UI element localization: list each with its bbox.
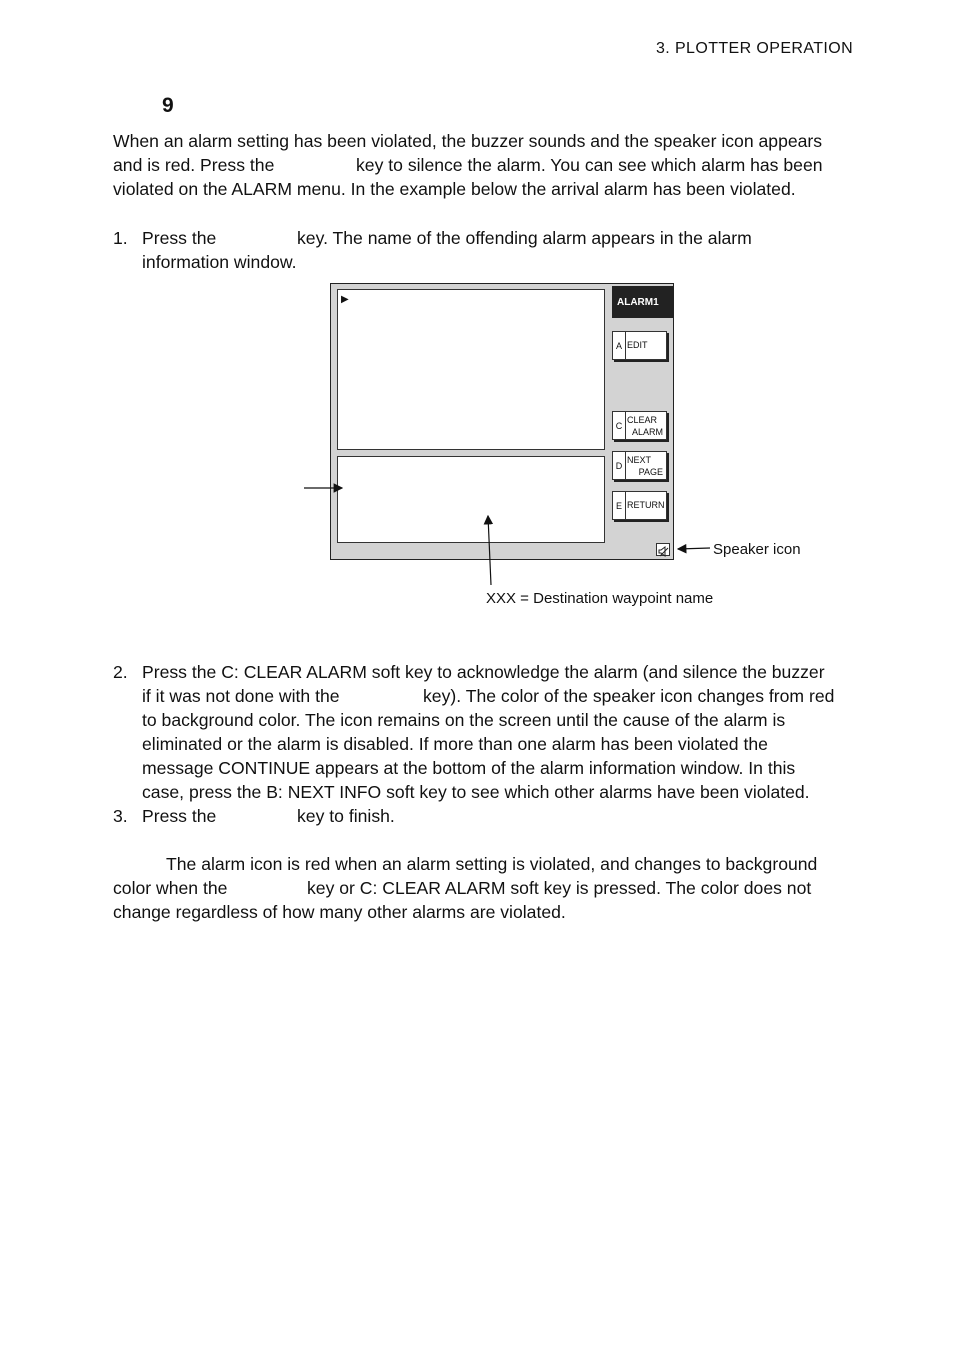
step-number: 2. (113, 662, 128, 682)
note-line: change regardless of how many other alarms are violated. (113, 902, 566, 922)
intro-line: and is red. Press the (113, 155, 275, 175)
note-line: The alarm icon is red when an alarm setting is violated, and changes to background (166, 854, 818, 874)
intro-line: key to silence the alarm. You can see which alarm has been (356, 155, 823, 175)
note-paragraph (113, 852, 873, 924)
step-text: key to finish. (297, 806, 395, 826)
soft-key-letter: C (613, 412, 626, 439)
soft-key-letter: A (613, 332, 626, 359)
step-text: message CONTINUE appears at the bottom of the alarm information window. In this (142, 758, 796, 778)
xxx-label: XXX = Destination waypoint name (486, 590, 714, 607)
soft-key-label: ALARM (631, 427, 663, 437)
soft-key-label: EDIT (627, 340, 648, 350)
step-text: Press the (142, 228, 217, 248)
soft-key-label: RETURN (627, 500, 665, 510)
soft-key-label: PAGE (638, 467, 663, 477)
running-header: 3. PLOTTER OPERATION (656, 40, 854, 57)
intro-line: violated on the ALARM menu. In the example below the arrival alarm has been violated. (113, 179, 796, 199)
callout-arrows (0, 0, 954, 620)
step-number: 1. (113, 228, 128, 248)
menu-title: ALARM1 (612, 286, 674, 318)
section-number: 9 (162, 94, 174, 117)
soft-key-label: CLEAR (627, 415, 658, 425)
speaker-arrow (678, 548, 710, 549)
soft-key-label: NEXT (627, 455, 652, 465)
step-number: 3. (113, 806, 128, 826)
note-line: key or C: CLEAR ALARM soft key is pressed. The color does not (307, 878, 812, 898)
note-line: color when the (113, 878, 228, 898)
step-text: case, press the B: NEXT INFO soft key to see which other alarms have been violated. (142, 782, 810, 802)
speaker-icon-label: Speaker icon (713, 541, 801, 558)
soft-key-letter: E (613, 492, 626, 519)
xxx-arrow (488, 516, 491, 585)
step-2 (113, 660, 873, 828)
cursor-icon: ▶ (341, 294, 349, 305)
step-text: eliminated or the alarm is disabled. If more than one alarm has been violated the (142, 734, 768, 754)
step-text: Press the C: CLEAR ALARM soft key to acknowledge the alarm (and silence the buzzer (142, 662, 825, 682)
intro-line: When an alarm setting has been violated, the buzzer sounds and the speaker icon appears (113, 131, 823, 151)
step-text: key). The color of the speaker icon changes from red (423, 686, 835, 706)
step-text: Press the (142, 806, 217, 826)
step-text: to background color. The icon remains on the screen until the cause of the alarm is (142, 710, 786, 730)
step-text: key. The name of the offending alarm appears in the alarm (297, 228, 752, 248)
step-text: if it was not done with the (142, 686, 340, 706)
step-text: information window. (142, 252, 297, 272)
step-3 (113, 804, 873, 828)
soft-key-letter: D (613, 452, 626, 479)
